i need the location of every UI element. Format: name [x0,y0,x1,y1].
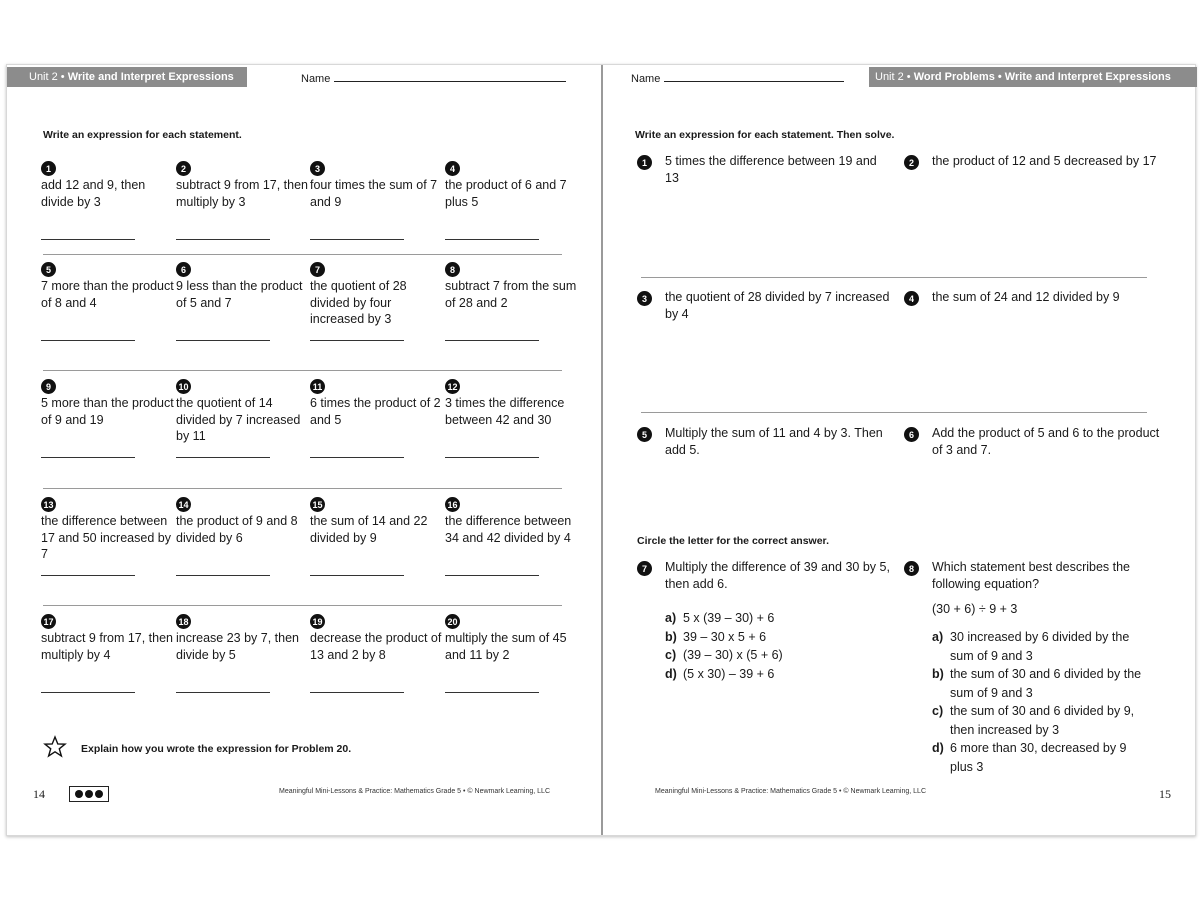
row-divider [641,412,1147,413]
name-field[interactable] [631,73,844,85]
problem-number-badge: 11 [310,379,325,394]
dot-icon [85,790,93,798]
page-number: 15 [1159,787,1171,801]
answer-line[interactable] [176,457,270,458]
problem-text: add 12 and 9, then divide by 3 [41,178,146,209]
problem-number-badge: 9 [41,379,56,394]
problem-number-badge: 7 [310,262,325,277]
answer-line[interactable] [445,692,539,693]
problem-number-badge: 12 [445,379,460,394]
answer-line[interactable] [445,239,539,240]
problem-number-badge: 1 [41,161,56,176]
problem-text: the product of 12 and 5 decreased by 17 [932,154,1157,168]
problem-text: 9 less than the product of 5 and 7 [176,279,303,310]
right-page [603,65,1197,835]
answer-line[interactable] [41,575,135,576]
name-label: Name [631,73,661,85]
answer-line[interactable] [310,340,404,341]
problem-number-badge: 17 [41,614,56,629]
answer-line[interactable] [445,340,539,341]
mc-option-a[interactable]: a) 30 increased by 6 divided by the sum of 9 and 3 [932,630,1130,663]
unit-header-bar [869,67,1197,87]
instruction: Write an expression for each statement. Then solve. [635,129,895,141]
row-divider [43,488,562,489]
problem-number-badge: 13 [41,497,56,512]
mc-option-a[interactable]: a) 5 x (39 – 30) + 6 [665,611,775,625]
instruction: Write an expression for each statement. [43,129,242,141]
dot-icon [75,790,83,798]
problem-number-badge: 10 [176,379,191,394]
row-divider [43,605,562,606]
problem-text: increase 23 by 7, then divide by 5 [176,631,299,662]
problem-text: multiply the sum of 45 and 11 by 2 [445,631,567,662]
answer-line[interactable] [310,692,404,693]
name-underline [334,81,566,82]
mc-option-b[interactable]: b) 39 – 30 x 5 + 6 [665,629,767,644]
answer-line[interactable] [176,239,270,240]
unit-title: Write and Interpret Expressions [67,71,234,83]
problem-number-badge: 15 [310,497,325,512]
page-number: 14 [33,787,45,801]
row-divider [43,254,562,255]
name-underline [664,81,844,82]
answer-line[interactable] [176,575,270,576]
problem-number-badge: 4 [904,291,919,306]
explain-prompt: Explain how you wrote the expression for Problem 20. [81,743,352,755]
problem-text: Multiply the sum of 11 and 4 by 3. Then add 5. [665,426,883,457]
problem-text: the product of 6 and 7 plus 5 [445,178,567,209]
problem-text: 7 more than the product of 8 and 4 [41,279,174,310]
problem-text: 5 times the difference between 19 and 13 [665,154,877,185]
problem-number-badge: 4 [445,161,460,176]
problem-number-badge: 1 [637,155,652,170]
mc-option-c[interactable]: c) the sum of 30 and 6 divided by 9, then increased by 3 [932,704,1135,737]
footer-credit: Meaningful Mini-Lessons & Practice: Mathematics Grade 5 • © Newmark Learning, LLC [279,788,551,795]
dot-icon [95,790,103,798]
problem-number-badge: 7 [637,561,652,576]
problem-text: the sum of 24 and 12 divided by 9 [932,290,1120,304]
answer-line[interactable] [176,692,270,693]
mc-option-d[interactable]: d) (5 x 30) – 39 + 6 [665,666,775,681]
problem-text: the product of 9 and 8 divided by 6 [176,514,298,545]
problem-number-badge: 5 [41,262,56,277]
problem-number-badge: 16 [445,497,460,512]
problem-number-badge: 2 [176,161,191,176]
left-page [7,65,601,835]
name-field[interactable] [301,73,566,85]
problem-text: 6 times the product of 2 and 5 [310,396,441,427]
problem-text: Add the product of 5 and 6 to the product of 3 and 7. [932,426,1160,457]
problem-number-badge: 3 [637,291,652,306]
unit-prefix: Unit 2 • [29,71,65,83]
name-label: Name [301,73,331,85]
problem-number-badge: 14 [176,497,191,512]
footer-credit: Meaningful Mini-Lessons & Practice: Mathematics Grade 5 • © Newmark Learning, LLC [655,788,927,795]
mc-options-8 [932,628,1147,776]
problem-number-badge: 5 [637,427,652,442]
answer-line[interactable] [176,340,270,341]
problem-text: 3 times the difference between 42 and 30 [445,396,565,427]
problem-text: subtract 9 from 17, then multiply by 3 [176,178,309,209]
answer-line[interactable] [445,457,539,458]
circle-instruction: Circle the letter for the correct answer. [637,535,829,547]
mc-question: Which statement best describes the following equation? [932,560,1131,591]
problem-text: the quotient of 28 divided by four increased by 3 [310,279,407,326]
mc-option-b[interactable]: b) the sum of 30 and 6 divided by the sum of 9 and 3 [932,667,1142,700]
problem-number-badge: 6 [904,427,919,442]
problem-number-badge: 18 [176,614,191,629]
row-divider [641,277,1147,278]
unit-header-bar [7,67,247,87]
problem-number-badge: 8 [904,561,919,576]
problem-text: 5 more than the product of 9 and 19 [41,396,174,427]
difficulty-indicator [69,786,109,802]
unit-prefix: Unit 2 • [875,71,911,83]
answer-line[interactable] [41,340,135,341]
unit-title: Word Problems • Write and Interpret Expressions [913,71,1171,83]
problem-text: subtract 7 from the sum of 28 and 2 [445,279,577,310]
problem-number-badge: 6 [176,262,191,277]
problem-text: the difference between 34 and 42 divided by 4 [445,514,572,545]
problem-text: the sum of 14 and 22 divided by 9 [310,514,428,545]
problem-number-badge: 19 [310,614,325,629]
answer-line[interactable] [445,575,539,576]
problem-text: subtract 9 from 17, then multiply by 4 [41,631,174,662]
answer-line[interactable] [310,239,404,240]
mc-option-d[interactable]: d) 6 more than 30, decreased by 9 plus 3 [932,741,1127,774]
row-divider [43,370,562,371]
workbook-spread [6,64,1196,836]
answer-line[interactable] [41,692,135,693]
problem-number-badge: 20 [445,614,460,629]
answer-line[interactable] [310,575,404,576]
star-icon [43,735,67,759]
problem-number-badge: 8 [445,262,460,277]
problem-text: the quotient of 28 divided by 7 increased by 4 [665,290,890,321]
mc-option-c[interactable]: c) (39 – 30) x (5 + 6) [665,648,783,662]
problem-number-badge: 3 [310,161,325,176]
mc-options-7 [665,609,865,683]
problem-text: the quotient of 14 divided by 7 increased by 11 [176,396,301,443]
mc-equation: (30 + 6) ÷ 9 + 3 [932,602,1018,616]
mc-question: Multiply the difference of 39 and 30 by 5, then add 6. [665,560,890,591]
answer-line[interactable] [41,239,135,240]
problem-number-badge: 2 [904,155,919,170]
answer-line[interactable] [41,457,135,458]
problem-text: the difference between 17 and 50 increased by 7 [41,514,171,561]
problem-text: decrease the product of 13 and 2 by 8 [310,631,442,662]
answer-line[interactable] [310,457,404,458]
problem-text: four times the sum of 7 and 9 [310,178,438,209]
